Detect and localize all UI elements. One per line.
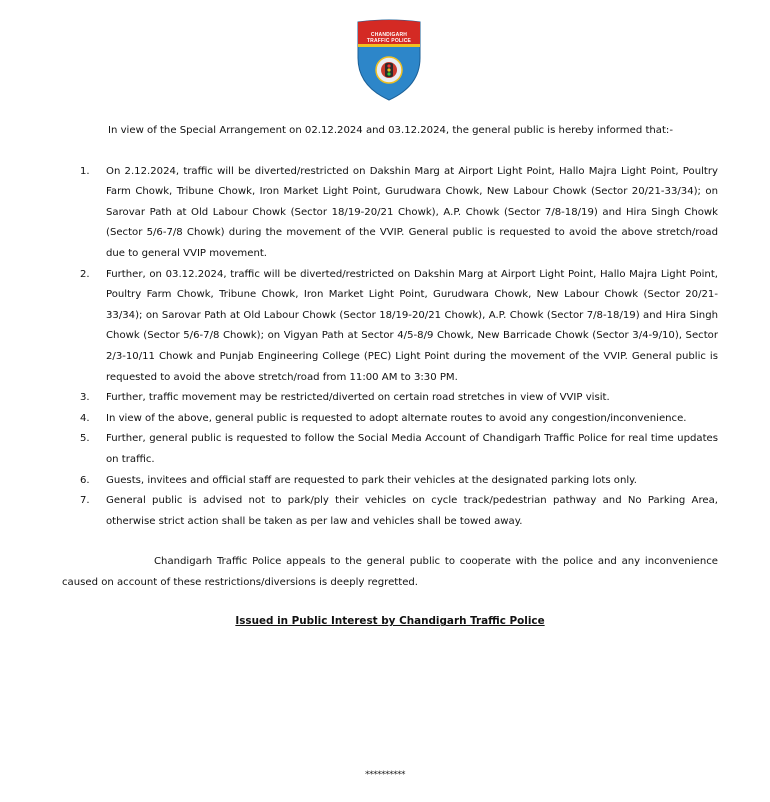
list-item	[62, 265, 718, 389]
list-item-text: Guests, invitees and official staff are requested to park their vehicles at the designated parking lots only.	[106, 474, 637, 486]
list-item-text: Further, on 03.12.2024, traffic will be diverted/restricted on Dakshin Marg at Airport Light Point, Hallo Majra Light Point, Poultry Farm Chowk, Tribune Chowk, Iron Market Light Point, Gurudwara Chowk, New Labour Chowk (Sector 20/21-33/34); on Sarovar Path at Old Labour Chowk (Sector 18/19-20/21 Chowk), A.P. Chowk (Sector 7/8-18/19) and Hira Singh Chowk (Sector 5/6-7/8 Chowk); on Vigyan Path at Sector 4/5-8/9 Chowk, New Barricade Chowk (Sector 3/4-9/10), Sector 2/3-10/11 Chowk and Punjab Engineering College (PEC) Light Point during the movement of the VVIP. General public is requested to avoid the above stretch/road from 11:00 AM to 3:30 PM.	[106, 268, 718, 383]
list-item-number: 5.	[80, 433, 90, 445]
list-item-number: 2.	[80, 268, 90, 280]
list-item-number: 7.	[80, 495, 90, 507]
list-item	[62, 429, 718, 470]
chandigarh-traffic-police-logo	[354, 18, 424, 102]
chandigarh-traffic-police-emblem-icon	[354, 18, 424, 102]
list-item-text: Further, traffic movement may be restricted/diverted on certain road stretches in view of VVIP visit.	[106, 392, 610, 404]
closing-paragraph: Chandigarh Traffic Police appeals to the general public to cooperate with the police and any inconvenience caused on account of these restrictions/diversions is deeply regretted.	[62, 556, 718, 588]
end-marker: **********	[365, 770, 405, 780]
list-item-text: On 2.12.2024, traffic will be diverted/restricted on Dakshin Marg at Airport Light Point, Hallo Majra Light Point, Poultry Farm Chowk, Tribune Chowk, Iron Market Light Point, Gurudwara Chowk, New Labour Chowk (Sector 20/21-33/34); on Sarovar Path at Old Labour Chowk (Sector 18/19-20/21 Chowk), A.P. Chowk (Sector 7/8-18/19) and Hira Singh Chowk (Sector 5/6-7/8 Chowk) during the movement of the VVIP. General public is requested to avoid the above stretch/road due to general VVIP movement.	[106, 165, 718, 259]
list-item-text: Further, general public is requested to follow the Social Media Account of Chandigarh Traffic Police for real time updates on traffic.	[106, 433, 718, 465]
list-item-number: 4.	[80, 412, 90, 424]
list-item-number: 6.	[80, 474, 90, 486]
list-item	[62, 388, 718, 409]
notice-body	[62, 121, 718, 632]
list-item-number: 1.	[80, 165, 90, 177]
logo-text-line1: CHANDIGARH	[370, 32, 408, 38]
logo-text-line2: TRAFFIC POLICE	[366, 38, 412, 44]
list-item-text: In view of the above, general public is requested to adopt alternate routes to avoid any congestion/inconvenience.	[106, 412, 687, 424]
list-item	[62, 409, 718, 430]
list-item-number: 3.	[80, 392, 90, 404]
instructions-list	[62, 162, 718, 533]
issued-by-heading: Issued in Public Interest by Chandigarh Traffic Police	[235, 615, 545, 628]
list-item	[62, 162, 718, 265]
list-item	[62, 471, 718, 492]
list-item	[62, 491, 718, 532]
intro-paragraph: In view of the Special Arrangement on 02.12.2024 and 03.12.2024, the general public is hereby informed that:-	[108, 125, 673, 136]
list-item-text: General public is advised not to park/ply their vehicles on cycle track/pedestrian pathway and No Parking Area, otherwise strict action shall be taken as per law and vehicles shall be towed away.	[106, 495, 718, 527]
